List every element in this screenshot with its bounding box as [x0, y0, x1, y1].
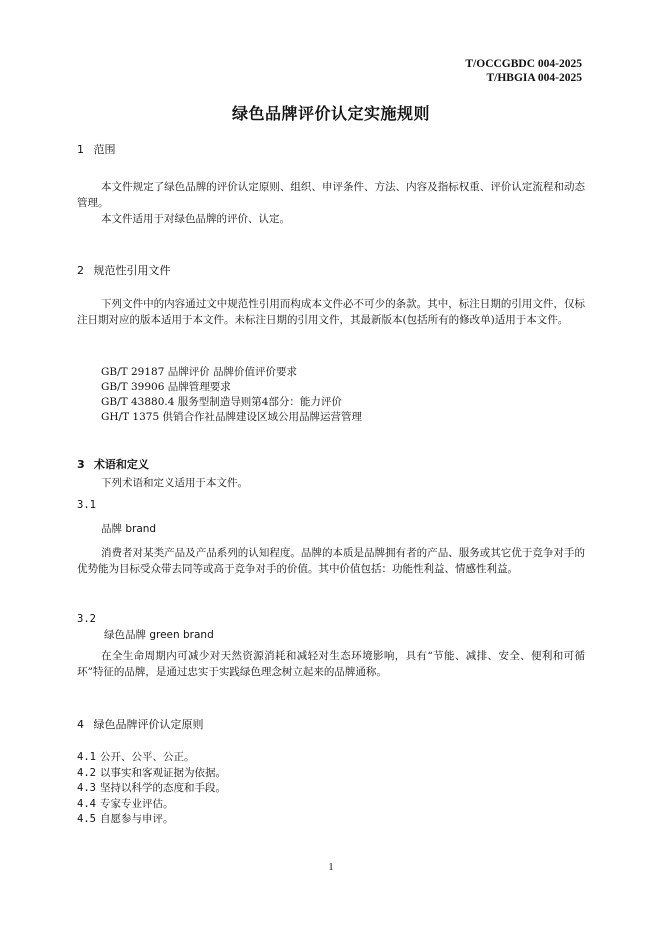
principle-text: 公开、公平、公正。 [99, 751, 195, 763]
section-number: 4 [77, 718, 84, 731]
principle-number: 4.2 [77, 766, 96, 779]
term-3-2-name: 绿色品牌 green brand [104, 629, 214, 641]
section-4-heading [77, 716, 204, 732]
standard-codes [465, 57, 582, 85]
section-title: 术语和定义 [93, 458, 149, 471]
principle-text: 以事实和客观证据为依据。 [99, 766, 226, 779]
reference-item: GB/T 39906 品牌管理要求 [101, 381, 231, 393]
principle-item [77, 750, 226, 766]
section-title: 范围 [93, 143, 116, 156]
page-number: 1 [328, 862, 334, 873]
document-title: 绿色品牌评价认定实施规则 [231, 104, 430, 123]
section-1-heading [77, 141, 116, 157]
principles-list [77, 750, 226, 828]
principle-item [77, 781, 226, 797]
principle-number: 4.4 [77, 797, 96, 810]
principle-number: 4.1 [77, 751, 96, 763]
principle-number: 4.3 [77, 782, 96, 794]
reference-item: GB/T 29187 品牌评价 品牌价值评价要求 [101, 366, 298, 378]
principle-text: 专家专业评估。 [99, 797, 174, 810]
principle-item [77, 797, 226, 813]
reference-item: GB/T 43880.4 服务型制造导则第4部分：能力评价 [101, 396, 342, 408]
scope-paragraph-2: 本文件适用于对绿色品牌的评价、认定。 [101, 213, 290, 225]
term-3-2-definition: 在全生命周期内可减少对天然资源消耗和减轻对生态环境影响，具有“节能、减排、安全、便利和可循环”特征的品牌，是通过忠实于实践绿色理念树立起来的品牌通称。 [77, 650, 585, 678]
section-title: 规范性引用文件 [93, 264, 171, 277]
term-3-1-definition: 消费者对某类产品及产品系列的认知程度。品牌的本质是品牌拥有者的产品、服务或其它优于竞争对手的优势能为目标受众带去同等或高于竞争对手的价值。其中价值包括：功能性利益、情感性利益。 [77, 547, 585, 575]
principle-number: 4.5 [77, 813, 96, 825]
term-3-1-number: 3.1 [77, 499, 96, 511]
term-3-1-name: 品牌 brand [101, 523, 157, 535]
section-title: 绿色品牌评价认定原则 [93, 718, 204, 731]
section-number: 3 [77, 458, 85, 471]
reference-item: GH/T 1375 供销合作社品牌建设区域公用品牌运营管理 [101, 411, 362, 423]
section-number: 1 [77, 143, 84, 156]
normative-references-paragraph: 下列文件中的内容通过文中规范性引用而构成本文件必不可少的条款。其中，标注日期的引用文件，仅标注日期对应的版本适用于本文件。未标注日期的引用文件，其最新版本(包括所有的修改单)适用于本文件。 [77, 298, 585, 326]
section-2-heading [77, 262, 171, 278]
principle-text: 坚持以科学的态度和手段。 [99, 782, 226, 794]
principle-item [77, 812, 226, 828]
section-number: 2 [77, 264, 84, 277]
standard-code-1: T/OCCGBDC 004-2025 [465, 58, 582, 70]
standard-code-2: T/HBGIA 004-2025 [486, 72, 582, 84]
principle-text: 自愿参与申评。 [99, 813, 174, 825]
term-3-2-number: 3.2 [77, 613, 96, 625]
scope-paragraph-1: 本文件规定了绿色品牌的评价认定原则、组织、申评条件、方法、内容及指标权重、评价认定流程和动态管理。 [77, 181, 585, 209]
terms-intro: 下列术语和定义适用于本文件。 [101, 477, 248, 489]
section-3-heading [77, 456, 149, 472]
reference-list [101, 365, 362, 425]
principle-item [77, 766, 226, 782]
